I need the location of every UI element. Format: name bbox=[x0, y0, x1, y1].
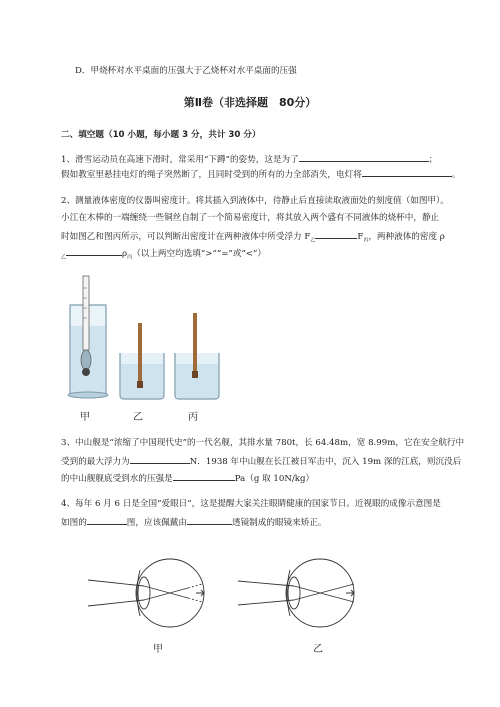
q4-text-a: 如图的 bbox=[61, 518, 87, 528]
eye-diagram-figure bbox=[88, 548, 388, 643]
question-3-line-2 bbox=[61, 454, 461, 468]
beaker-bing bbox=[175, 313, 219, 399]
part-heading: 二、填空题（10 小题，每小题 3 分，共计 30 分） bbox=[61, 130, 261, 140]
section-title: 第Ⅱ卷（非选择题 80分） bbox=[183, 96, 317, 109]
q2-blank-2[interactable] bbox=[66, 246, 122, 256]
q1-blank-2[interactable] bbox=[362, 167, 452, 177]
q2-text-a: 时如图乙和图丙所示，可以判断出密度计在两种液体中所受浮力 F bbox=[61, 232, 311, 242]
q1-text-b: ； bbox=[428, 155, 438, 165]
q4-text-c: 透镜制成的眼镜来矫正。 bbox=[231, 518, 327, 528]
question-4-line-2 bbox=[61, 515, 327, 529]
question-2-line-2: 小江在木棒的一端缠绕一些铜丝自制了一个简易密度计，将其放入两个盛有不同液体的烧杯中，静止 bbox=[61, 213, 440, 223]
q2-sub-4: 丙 bbox=[127, 254, 133, 261]
eye-figure-label-jia: 甲 bbox=[153, 644, 163, 655]
q3-blank-2[interactable] bbox=[173, 471, 235, 481]
eye-diagram-jia bbox=[88, 559, 204, 627]
q3-blank-1[interactable] bbox=[130, 454, 190, 464]
question-2-line-3 bbox=[61, 229, 445, 247]
q3-text-a: 受到的最大浮力为 bbox=[61, 457, 130, 467]
question-4-line-1: 4、每年 6 月 6 日是全国“爱眼日”，这是提醒大家关注眼睛健康的国家节日。近视眼的成像示意图是 bbox=[61, 499, 441, 509]
figure-label-yi: 乙 bbox=[133, 412, 143, 423]
q3-text-c: 的中山舰舰底受到水的压强是 bbox=[61, 474, 173, 484]
q2-text-d: ρ bbox=[122, 249, 128, 259]
q3-text-d: Pa（g 取 10N/kg） bbox=[234, 474, 315, 484]
q4-text-b: 图，应该佩戴由 bbox=[126, 518, 187, 528]
q2-text-b: F bbox=[357, 232, 364, 242]
q2-text-e: （以上两空均选填“>”“=”或“<”） bbox=[132, 249, 266, 259]
eye-figure-label-yi: 乙 bbox=[313, 644, 323, 655]
question-3-line-1: 3、中山舰是“浓缩了中国现代史”的一代名舰，其排水量 780t，长 64.48m，宽 8.99m，它在安全航行中 bbox=[61, 438, 465, 448]
question-1-line-1 bbox=[61, 152, 437, 166]
question-1-line-2 bbox=[61, 167, 460, 181]
q3-text-b: N．1938 年中山舰在长江被日军击中，沉入 19m 深的江底，则沉没后 bbox=[189, 457, 462, 467]
q2-blank-1[interactable] bbox=[315, 229, 357, 239]
hydrometer-figure bbox=[60, 268, 230, 408]
q1-text-a: 1、滑雪运动员在高速下滑时，常采用“下蹲”的姿势，这是为了 bbox=[61, 155, 299, 165]
q2-text-c: ，两种液体的密度 ρ bbox=[368, 232, 445, 242]
q1-blank-1[interactable] bbox=[299, 152, 429, 162]
question-2-line-1: 2、测量液体密度的仪器叫密度计。将其插入到液体中，待静止后直接读取液面处的刻度值（如图甲）。 bbox=[61, 196, 449, 206]
q2-sub-2: 丙 bbox=[363, 237, 369, 244]
question-3-line-3 bbox=[61, 471, 314, 485]
q2-sub-1: 乙 bbox=[310, 237, 316, 244]
q1-text-d: 。 bbox=[451, 170, 461, 180]
option-d: D．甲烧杯对水平桌面的压强大于乙烧杯对水平桌面的压强 bbox=[75, 66, 297, 76]
q2-sub-3: 乙 bbox=[61, 254, 67, 261]
figure-label-bing: 丙 bbox=[188, 412, 198, 423]
q4-blank-2[interactable] bbox=[187, 515, 232, 525]
cylinder-jia bbox=[68, 276, 108, 398]
question-2-line-4 bbox=[61, 246, 266, 264]
q1-text-c: 假如教室里悬挂电灯的绳子突然断了，且同时受到的所有的力全部消失，电灯将 bbox=[61, 170, 362, 180]
q4-blank-1[interactable] bbox=[87, 515, 127, 525]
beaker-yi bbox=[120, 323, 164, 399]
figure-label-jia: 甲 bbox=[80, 412, 90, 423]
eye-diagram-yi bbox=[238, 559, 354, 627]
